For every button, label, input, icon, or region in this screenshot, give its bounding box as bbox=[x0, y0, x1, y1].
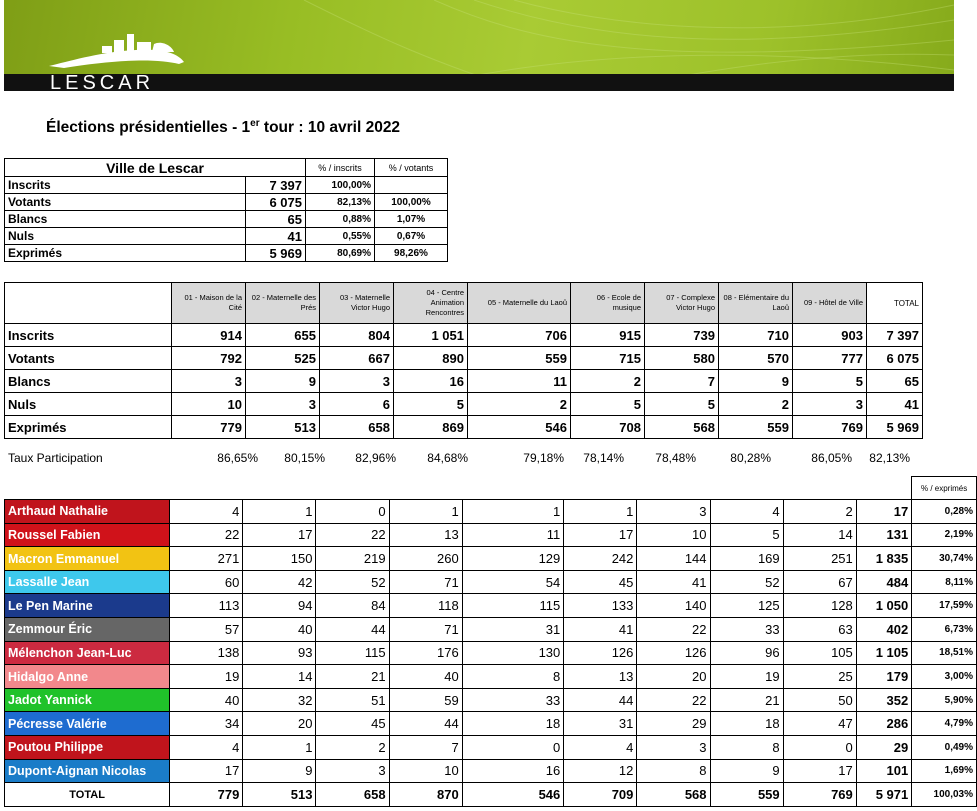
candidate-name: Dupont-Aignan Nicolas bbox=[5, 759, 170, 783]
candidate-votes-cell: 8 bbox=[637, 759, 710, 783]
bureau-column-header: 08 - Elémentaire du Laoû bbox=[719, 283, 793, 324]
candidate-votes-cell: 126 bbox=[564, 641, 637, 665]
bureaux-cell: 5 bbox=[645, 393, 719, 416]
grand-total-pct: 100,03% bbox=[912, 783, 977, 807]
candidate-total: 352 bbox=[856, 688, 911, 712]
candidate-pct: 5,90% bbox=[912, 688, 977, 712]
candidate-votes-cell: 18 bbox=[710, 712, 783, 736]
candidate-row bbox=[5, 712, 977, 736]
grand-total: 5 971 bbox=[856, 783, 911, 807]
candidate-pct: 6,73% bbox=[912, 618, 977, 642]
bureaux-cell: 11 bbox=[468, 370, 571, 393]
candidate-votes-cell: 22 bbox=[316, 523, 389, 547]
page-title bbox=[46, 118, 400, 137]
candidate-votes-cell: 16 bbox=[462, 759, 564, 783]
summary-pct-votants: 1,07% bbox=[375, 211, 448, 228]
bureaux-cell: 559 bbox=[468, 347, 571, 370]
logo-text: LESCAR bbox=[50, 72, 155, 94]
bureaux-cell: 7 bbox=[645, 370, 719, 393]
total-cell: 709 bbox=[564, 783, 637, 807]
candidate-votes-cell: 251 bbox=[783, 547, 856, 571]
candidate-votes-cell: 22 bbox=[637, 618, 710, 642]
candidate-votes-cell: 18 bbox=[462, 712, 564, 736]
candidate-votes-cell: 2 bbox=[316, 736, 389, 760]
participation-value: 80,28% bbox=[730, 451, 771, 465]
bureaux-row bbox=[5, 416, 923, 439]
bureaux-cell: 2 bbox=[719, 393, 793, 416]
bureaux-total-cell: 6 075 bbox=[867, 347, 923, 370]
total-cell: 513 bbox=[243, 783, 316, 807]
bureau-column-header: 04 - Centre Animation Rencontres bbox=[394, 283, 468, 324]
bureaux-cell: 2 bbox=[571, 370, 645, 393]
candidate-row bbox=[5, 759, 977, 783]
candidate-name: Jadot Yannick bbox=[5, 688, 170, 712]
candidate-votes-cell: 14 bbox=[243, 665, 316, 689]
candidate-row bbox=[5, 665, 977, 689]
bureaux-cell: 903 bbox=[793, 324, 867, 347]
candidate-votes-cell: 242 bbox=[564, 547, 637, 571]
candidate-votes-cell: 94 bbox=[243, 594, 316, 618]
candidate-votes-cell: 138 bbox=[170, 641, 243, 665]
participation-value: 82,96% bbox=[355, 451, 396, 465]
bureaux-row-label: Votants bbox=[5, 347, 172, 370]
candidate-votes-cell: 0 bbox=[783, 736, 856, 760]
total-cell: 559 bbox=[710, 783, 783, 807]
candidate-row bbox=[5, 688, 977, 712]
candidate-votes-cell: 19 bbox=[170, 665, 243, 689]
total-cell: 546 bbox=[462, 783, 564, 807]
summary-pct-votants: 100,00% bbox=[375, 194, 448, 211]
candidate-pct: 0,49% bbox=[912, 736, 977, 760]
candidate-votes-cell: 176 bbox=[389, 641, 462, 665]
summary-label: Inscrits bbox=[5, 177, 246, 194]
candidate-row bbox=[5, 641, 977, 665]
bureaux-total-cell: 41 bbox=[867, 393, 923, 416]
total-label: TOTAL bbox=[5, 783, 170, 807]
candidate-votes-cell: 1 bbox=[389, 500, 462, 524]
candidate-votes-cell: 22 bbox=[170, 523, 243, 547]
candidate-pct: 4,79% bbox=[912, 712, 977, 736]
summary-value: 65 bbox=[246, 211, 306, 228]
bureau-column-header: 06 - Ecole de musique bbox=[571, 283, 645, 324]
bureaux-cell: 568 bbox=[645, 416, 719, 439]
summary-pct-votants: 0,67% bbox=[375, 228, 448, 245]
summary-body bbox=[5, 177, 448, 262]
bureaux-cell: 9 bbox=[246, 370, 320, 393]
title-suffix: tour : 10 avril 2022 bbox=[259, 119, 401, 137]
bureaux-total-cell: 5 969 bbox=[867, 416, 923, 439]
bureaux-cell: 2 bbox=[468, 393, 571, 416]
candidate-votes-cell: 71 bbox=[389, 618, 462, 642]
summary-header-row bbox=[5, 159, 448, 177]
candidate-votes-cell: 93 bbox=[243, 641, 316, 665]
candidate-votes-cell: 13 bbox=[564, 665, 637, 689]
summary-pct-inscrits: 0,55% bbox=[306, 228, 375, 245]
header-spacer-total bbox=[856, 477, 911, 500]
summary-row bbox=[5, 245, 448, 262]
candidate-votes-cell: 34 bbox=[170, 712, 243, 736]
candidate-votes-cell: 52 bbox=[710, 570, 783, 594]
candidate-total: 101 bbox=[856, 759, 911, 783]
bureaux-cell: 777 bbox=[793, 347, 867, 370]
candidate-votes-cell: 4 bbox=[564, 736, 637, 760]
summary-row bbox=[5, 211, 448, 228]
candidate-votes-cell: 144 bbox=[637, 547, 710, 571]
candidate-votes-cell: 2 bbox=[783, 500, 856, 524]
candidate-votes-cell: 60 bbox=[170, 570, 243, 594]
candidate-name: Le Pen Marine bbox=[5, 594, 170, 618]
bureaux-cell: 5 bbox=[394, 393, 468, 416]
bureaux-cell: 710 bbox=[719, 324, 793, 347]
candidate-votes-cell: 17 bbox=[243, 523, 316, 547]
participation-value: 78,48% bbox=[655, 451, 696, 465]
bureaux-cell: 890 bbox=[394, 347, 468, 370]
candidate-pct: 8,11% bbox=[912, 570, 977, 594]
bureaux-cell: 739 bbox=[645, 324, 719, 347]
summary-value: 7 397 bbox=[246, 177, 306, 194]
candidate-votes-cell: 20 bbox=[243, 712, 316, 736]
candidate-votes-cell: 67 bbox=[783, 570, 856, 594]
bureaux-table bbox=[4, 282, 923, 439]
bureaux-row-label: Exprimés bbox=[5, 416, 172, 439]
candidate-pct: 0,28% bbox=[912, 500, 977, 524]
candidate-votes-cell: 113 bbox=[170, 594, 243, 618]
candidate-votes-cell: 21 bbox=[710, 688, 783, 712]
summary-row bbox=[5, 194, 448, 211]
candidate-row bbox=[5, 570, 977, 594]
bureaux-cell: 513 bbox=[246, 416, 320, 439]
candidate-votes-cell: 63 bbox=[783, 618, 856, 642]
candidate-votes-cell: 3 bbox=[316, 759, 389, 783]
summary-pct-inscrits: 100,00% bbox=[306, 177, 375, 194]
candidate-votes-cell: 4 bbox=[170, 500, 243, 524]
candidate-votes-cell: 150 bbox=[243, 547, 316, 571]
candidate-votes-cell: 17 bbox=[564, 523, 637, 547]
bureaux-row bbox=[5, 393, 923, 416]
candidate-name: Hidalgo Anne bbox=[5, 665, 170, 689]
candidate-total: 1 835 bbox=[856, 547, 911, 571]
bureaux-cell: 5 bbox=[571, 393, 645, 416]
candidate-pct: 2,19% bbox=[912, 523, 977, 547]
candidate-name: Arthaud Nathalie bbox=[5, 500, 170, 524]
summary-table bbox=[4, 158, 448, 262]
candidate-name: Mélenchon Jean-Luc bbox=[5, 641, 170, 665]
col-pct-inscrits: % / inscrits bbox=[306, 159, 375, 177]
candidate-votes-cell: 4 bbox=[170, 736, 243, 760]
candidate-votes-cell: 118 bbox=[389, 594, 462, 618]
bureaux-cell: 869 bbox=[394, 416, 468, 439]
candidate-pct: 17,59% bbox=[912, 594, 977, 618]
bureaux-cell: 3 bbox=[172, 370, 246, 393]
candidate-name: Lassalle Jean bbox=[5, 570, 170, 594]
candidate-votes-cell: 9 bbox=[243, 759, 316, 783]
bureaux-cell: 559 bbox=[719, 416, 793, 439]
candidate-votes-cell: 19 bbox=[710, 665, 783, 689]
summary-pct-votants: 98,26% bbox=[375, 245, 448, 262]
bureaux-cell: 9 bbox=[719, 370, 793, 393]
candidate-votes-cell: 20 bbox=[637, 665, 710, 689]
summary-pct-inscrits: 0,88% bbox=[306, 211, 375, 228]
candidate-votes-cell: 9 bbox=[710, 759, 783, 783]
candidate-votes-cell: 1 bbox=[564, 500, 637, 524]
candidate-votes-cell: 129 bbox=[462, 547, 564, 571]
candidate-votes-cell: 105 bbox=[783, 641, 856, 665]
title-sup: er bbox=[250, 118, 260, 129]
candidate-votes-cell: 41 bbox=[637, 570, 710, 594]
candidate-votes-cell: 125 bbox=[710, 594, 783, 618]
candidate-name: Zemmour Éric bbox=[5, 618, 170, 642]
header-blank-cell bbox=[5, 283, 172, 324]
candidate-votes-cell: 7 bbox=[389, 736, 462, 760]
candidate-pct: 1,69% bbox=[912, 759, 977, 783]
candidate-total: 17 bbox=[856, 500, 911, 524]
bureaux-cell: 706 bbox=[468, 324, 571, 347]
candidate-votes-cell: 59 bbox=[389, 688, 462, 712]
summary-value: 41 bbox=[246, 228, 306, 245]
candidate-total: 1 050 bbox=[856, 594, 911, 618]
summary-row bbox=[5, 228, 448, 245]
bureaux-cell: 708 bbox=[571, 416, 645, 439]
candidates-total-row bbox=[5, 783, 977, 807]
candidate-votes-cell: 40 bbox=[243, 618, 316, 642]
participation-value: 84,68% bbox=[427, 451, 468, 465]
bureau-column-header: 02 - Maternelle des Prés bbox=[246, 283, 320, 324]
participation-label: Taux Participation bbox=[8, 451, 103, 465]
col-pct-exprimes: % / exprimés bbox=[912, 477, 977, 500]
bureaux-cell: 655 bbox=[246, 324, 320, 347]
participation-value: 86,05% bbox=[811, 451, 852, 465]
total-cell: 769 bbox=[783, 783, 856, 807]
bureaux-cell: 667 bbox=[320, 347, 394, 370]
candidate-votes-cell: 126 bbox=[637, 641, 710, 665]
logo-icon bbox=[49, 34, 184, 68]
bureaux-cell: 546 bbox=[468, 416, 571, 439]
candidate-votes-cell: 140 bbox=[637, 594, 710, 618]
candidate-votes-cell: 29 bbox=[637, 712, 710, 736]
candidate-votes-cell: 0 bbox=[316, 500, 389, 524]
candidate-pct: 3,00% bbox=[912, 665, 977, 689]
bureaux-cell: 3 bbox=[246, 393, 320, 416]
summary-pct-inscrits: 82,13% bbox=[306, 194, 375, 211]
bureaux-cell: 3 bbox=[793, 393, 867, 416]
candidate-votes-cell: 260 bbox=[389, 547, 462, 571]
participation-value: 78,14% bbox=[583, 451, 624, 465]
candidate-row bbox=[5, 618, 977, 642]
total-cell: 870 bbox=[389, 783, 462, 807]
summary-title: Ville de Lescar bbox=[5, 159, 306, 177]
candidate-votes-cell: 25 bbox=[783, 665, 856, 689]
candidate-votes-cell: 5 bbox=[710, 523, 783, 547]
candidates-body bbox=[5, 500, 977, 807]
candidate-votes-cell: 71 bbox=[389, 570, 462, 594]
candidate-pct: 30,74% bbox=[912, 547, 977, 571]
candidate-name: Poutou Philippe bbox=[5, 736, 170, 760]
candidate-votes-cell: 54 bbox=[462, 570, 564, 594]
candidate-row bbox=[5, 500, 977, 524]
candidate-votes-cell: 8 bbox=[462, 665, 564, 689]
bureau-column-header: 01 - Maison de la Cité bbox=[172, 283, 246, 324]
candidate-votes-cell: 1 bbox=[243, 736, 316, 760]
candidate-votes-cell: 22 bbox=[637, 688, 710, 712]
summary-pct-votants bbox=[375, 177, 448, 194]
candidate-votes-cell: 57 bbox=[170, 618, 243, 642]
col-pct-votants: % / votants bbox=[375, 159, 448, 177]
candidate-total: 286 bbox=[856, 712, 911, 736]
candidate-votes-cell: 50 bbox=[783, 688, 856, 712]
bureaux-cell: 570 bbox=[719, 347, 793, 370]
summary-label: Nuls bbox=[5, 228, 246, 245]
candidate-votes-cell: 0 bbox=[462, 736, 564, 760]
candidate-votes-cell: 17 bbox=[170, 759, 243, 783]
bureaux-row bbox=[5, 347, 923, 370]
candidate-votes-cell: 115 bbox=[462, 594, 564, 618]
bureaux-cell: 5 bbox=[793, 370, 867, 393]
total-cell: 658 bbox=[316, 783, 389, 807]
candidate-votes-cell: 44 bbox=[316, 618, 389, 642]
participation-value: 80,15% bbox=[284, 451, 325, 465]
bureaux-row bbox=[5, 370, 923, 393]
bureaux-cell: 914 bbox=[172, 324, 246, 347]
total-column-header: TOTAL bbox=[867, 283, 923, 324]
candidate-votes-cell: 271 bbox=[170, 547, 243, 571]
bureaux-cell: 658 bbox=[320, 416, 394, 439]
candidate-votes-cell: 219 bbox=[316, 547, 389, 571]
candidate-votes-cell: 44 bbox=[389, 712, 462, 736]
candidate-votes-cell: 1 bbox=[462, 500, 564, 524]
candidate-votes-cell: 8 bbox=[710, 736, 783, 760]
candidate-row bbox=[5, 736, 977, 760]
candidate-pct: 18,51% bbox=[912, 641, 977, 665]
candidate-row bbox=[5, 547, 977, 571]
bureaux-cell: 792 bbox=[172, 347, 246, 370]
bureaux-row-label: Inscrits bbox=[5, 324, 172, 347]
candidate-votes-cell: 42 bbox=[243, 570, 316, 594]
bureaux-cell: 580 bbox=[645, 347, 719, 370]
candidate-votes-cell: 31 bbox=[564, 712, 637, 736]
candidate-votes-cell: 47 bbox=[783, 712, 856, 736]
bureaux-row bbox=[5, 324, 923, 347]
candidate-votes-cell: 45 bbox=[564, 570, 637, 594]
candidate-votes-cell: 40 bbox=[389, 665, 462, 689]
bureaux-cell: 779 bbox=[172, 416, 246, 439]
summary-value: 6 075 bbox=[246, 194, 306, 211]
bureaux-cell: 1 051 bbox=[394, 324, 468, 347]
bureau-column-header: 07 - Complexe Victor Hugo bbox=[645, 283, 719, 324]
candidate-votes-cell: 10 bbox=[637, 523, 710, 547]
candidate-votes-cell: 84 bbox=[316, 594, 389, 618]
candidate-votes-cell: 51 bbox=[316, 688, 389, 712]
summary-row bbox=[5, 177, 448, 194]
candidates-table bbox=[4, 476, 977, 807]
summary-label: Votants bbox=[5, 194, 246, 211]
candidate-total: 29 bbox=[856, 736, 911, 760]
candidate-votes-cell: 17 bbox=[783, 759, 856, 783]
candidate-total: 484 bbox=[856, 570, 911, 594]
candidate-total: 179 bbox=[856, 665, 911, 689]
bureaux-cell: 915 bbox=[571, 324, 645, 347]
candidate-votes-cell: 32 bbox=[243, 688, 316, 712]
candidate-votes-cell: 1 bbox=[243, 500, 316, 524]
candidate-votes-cell: 4 bbox=[710, 500, 783, 524]
candidate-name: Roussel Fabien bbox=[5, 523, 170, 547]
bureaux-total-cell: 65 bbox=[867, 370, 923, 393]
candidate-votes-cell: 52 bbox=[316, 570, 389, 594]
candidate-votes-cell: 33 bbox=[462, 688, 564, 712]
candidate-votes-cell: 10 bbox=[389, 759, 462, 783]
bureaux-cell: 16 bbox=[394, 370, 468, 393]
candidate-name: Pécresse Valérie bbox=[5, 712, 170, 736]
candidate-votes-cell: 3 bbox=[637, 736, 710, 760]
candidate-votes-cell: 169 bbox=[710, 547, 783, 571]
candidate-votes-cell: 128 bbox=[783, 594, 856, 618]
candidate-votes-cell: 133 bbox=[564, 594, 637, 618]
candidate-votes-cell: 31 bbox=[462, 618, 564, 642]
candidate-votes-cell: 96 bbox=[710, 641, 783, 665]
summary-label: Blancs bbox=[5, 211, 246, 228]
candidate-votes-cell: 44 bbox=[564, 688, 637, 712]
bureaux-cell: 10 bbox=[172, 393, 246, 416]
bureaux-cell: 715 bbox=[571, 347, 645, 370]
bureaux-row-label: Nuls bbox=[5, 393, 172, 416]
candidate-votes-cell: 13 bbox=[389, 523, 462, 547]
bureau-column-header: 05 - Maternelle du Laoû bbox=[468, 283, 571, 324]
candidate-votes-cell: 41 bbox=[564, 618, 637, 642]
bureaux-row-label: Blancs bbox=[5, 370, 172, 393]
candidate-votes-cell: 12 bbox=[564, 759, 637, 783]
candidate-row bbox=[5, 594, 977, 618]
candidate-votes-cell: 40 bbox=[170, 688, 243, 712]
candidate-votes-cell: 130 bbox=[462, 641, 564, 665]
bureau-column-header: 09 - Hôtel de Ville bbox=[793, 283, 867, 324]
participation-value: 79,18% bbox=[523, 451, 564, 465]
total-cell: 568 bbox=[637, 783, 710, 807]
candidate-total: 402 bbox=[856, 618, 911, 642]
total-cell: 779 bbox=[170, 783, 243, 807]
bureaux-cell: 804 bbox=[320, 324, 394, 347]
bureaux-cell: 769 bbox=[793, 416, 867, 439]
candidate-votes-cell: 21 bbox=[316, 665, 389, 689]
summary-label: Exprimés bbox=[5, 245, 246, 262]
candidate-votes-cell: 33 bbox=[710, 618, 783, 642]
summary-value: 5 969 bbox=[246, 245, 306, 262]
candidate-total: 1 105 bbox=[856, 641, 911, 665]
bureaux-cell: 525 bbox=[246, 347, 320, 370]
summary-pct-inscrits: 80,69% bbox=[306, 245, 375, 262]
candidate-votes-cell: 45 bbox=[316, 712, 389, 736]
bureaux-header-row bbox=[5, 283, 923, 324]
candidate-votes-cell: 3 bbox=[637, 500, 710, 524]
bureaux-body bbox=[5, 324, 923, 439]
candidate-total: 131 bbox=[856, 523, 911, 547]
candidates-header-row bbox=[5, 477, 977, 500]
candidate-row bbox=[5, 523, 977, 547]
candidate-votes-cell: 11 bbox=[462, 523, 564, 547]
candidate-votes-cell: 115 bbox=[316, 641, 389, 665]
bureaux-cell: 6 bbox=[320, 393, 394, 416]
candidate-votes-cell: 14 bbox=[783, 523, 856, 547]
participation-value: 82,13% bbox=[869, 451, 910, 465]
bureau-column-header: 03 - Maternelle Victor Hugo bbox=[320, 283, 394, 324]
bureaux-cell: 3 bbox=[320, 370, 394, 393]
header-spacer bbox=[5, 477, 857, 500]
candidate-name: Macron Emmanuel bbox=[5, 547, 170, 571]
title-prefix: Élections présidentielles - 1 bbox=[46, 119, 251, 137]
participation-value: 86,65% bbox=[217, 451, 258, 465]
bureaux-total-cell: 7 397 bbox=[867, 324, 923, 347]
